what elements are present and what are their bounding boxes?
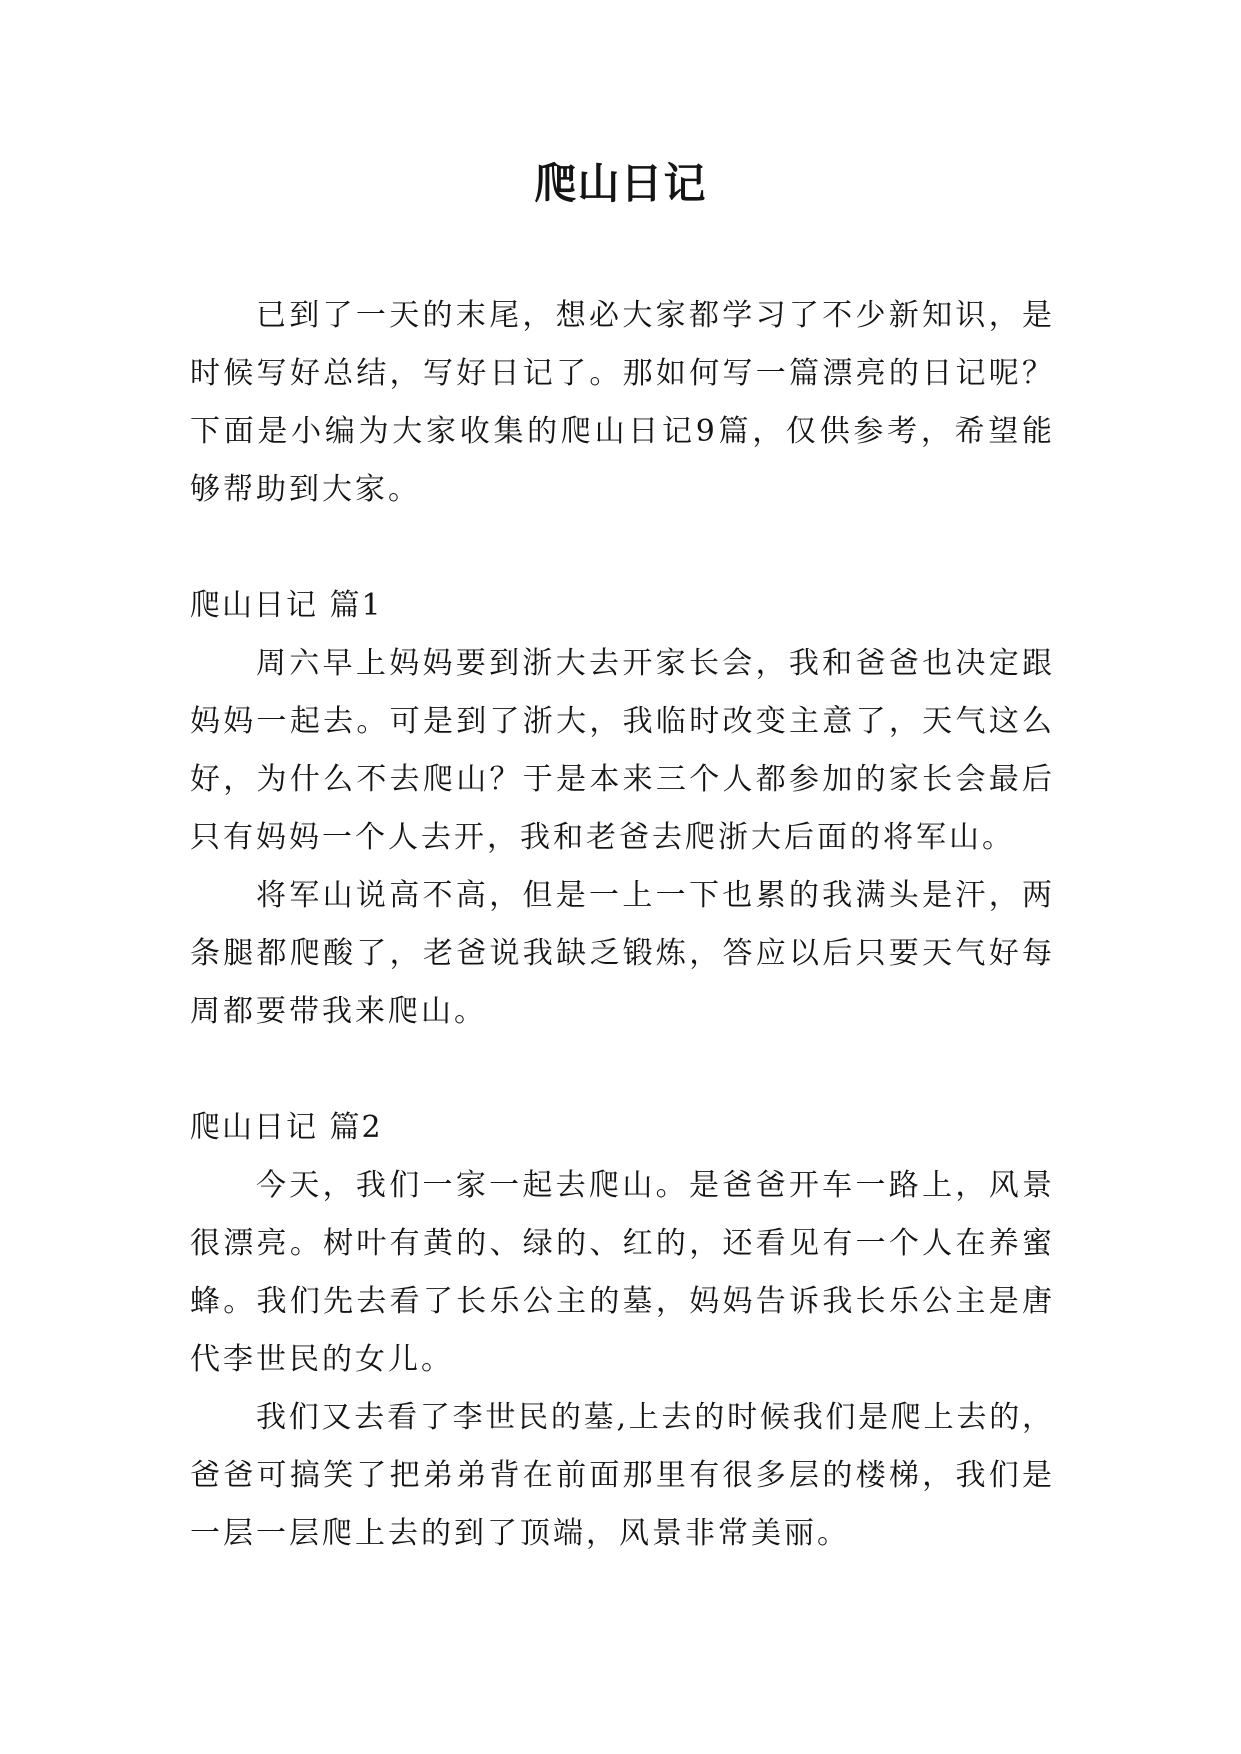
diary-entry <box>190 1099 1052 1563</box>
document-title: 爬山日记 <box>534 159 707 208</box>
text-line: 代李世民的女儿。 <box>190 1342 454 1377</box>
text-line: 蜂。我们先去看了长乐公主的墓，妈妈告诉我长乐公主是唐 <box>190 1284 1052 1319</box>
text-line: 够帮助到大家。 <box>190 472 421 507</box>
entry-heading: 爬山日记 篇2 <box>190 1110 383 1145</box>
text-line: 时候写好总结，写好日记了。那如何写一篇漂亮的日记呢？ <box>190 356 1052 391</box>
text-line: 好，为什么不去爬山？于是本来三个人都参加的家长会最后 <box>190 762 1052 797</box>
entry-paragraph <box>190 1157 1052 1389</box>
text-line: 今天，我们一家一起去爬山。是爸爸开车一路上，风景 <box>256 1168 1052 1203</box>
text-line: 周都要带我来爬山。 <box>190 994 487 1029</box>
text-line: 条腿都爬酸了，老爸说我缺乏锻炼，答应以后只要天气好每 <box>190 936 1052 971</box>
text-line: 下面是小编为大家收集的爬山日记9篇，仅供参考，希望能 <box>190 414 1052 449</box>
text-line: 已到了一天的末尾，想必大家都学习了不少新知识，是 <box>256 298 1052 333</box>
text-line: 只有妈妈一个人去开，我和老爸去爬浙大后面的将军山。 <box>190 820 1015 855</box>
text-line: 我们又去看了李世民的墓,上去的时候我们是爬上去的， <box>256 1400 1052 1435</box>
text-line: 很漂亮。树叶有黄的、绿的、红的，还看见有一个人在养蜜 <box>190 1226 1052 1261</box>
entry-heading: 爬山日记 篇1 <box>190 588 383 623</box>
text-line: 妈妈一起去。可是到了浙大，我临时改变主意了，天气这么 <box>190 704 1052 739</box>
entry-paragraph <box>190 1389 1052 1563</box>
entry-paragraph <box>190 635 1052 867</box>
text-line: 周六早上妈妈要到浙大去开家长会，我和爸爸也决定跟 <box>256 646 1052 681</box>
text-line: 将军山说高不高，但是一上一下也累的我满头是汗，两 <box>256 878 1052 913</box>
text-line: 一层一层爬上去的到了顶端，风景非常美丽。 <box>190 1516 850 1551</box>
intro-paragraph <box>190 287 1052 519</box>
entry-paragraph <box>190 867 1052 1041</box>
text-line: 爸爸可搞笑了把弟弟背在前面那里有很多层的楼梯，我们是 <box>190 1458 1052 1493</box>
document-body <box>190 287 1052 1563</box>
diary-entry <box>190 577 1052 1041</box>
